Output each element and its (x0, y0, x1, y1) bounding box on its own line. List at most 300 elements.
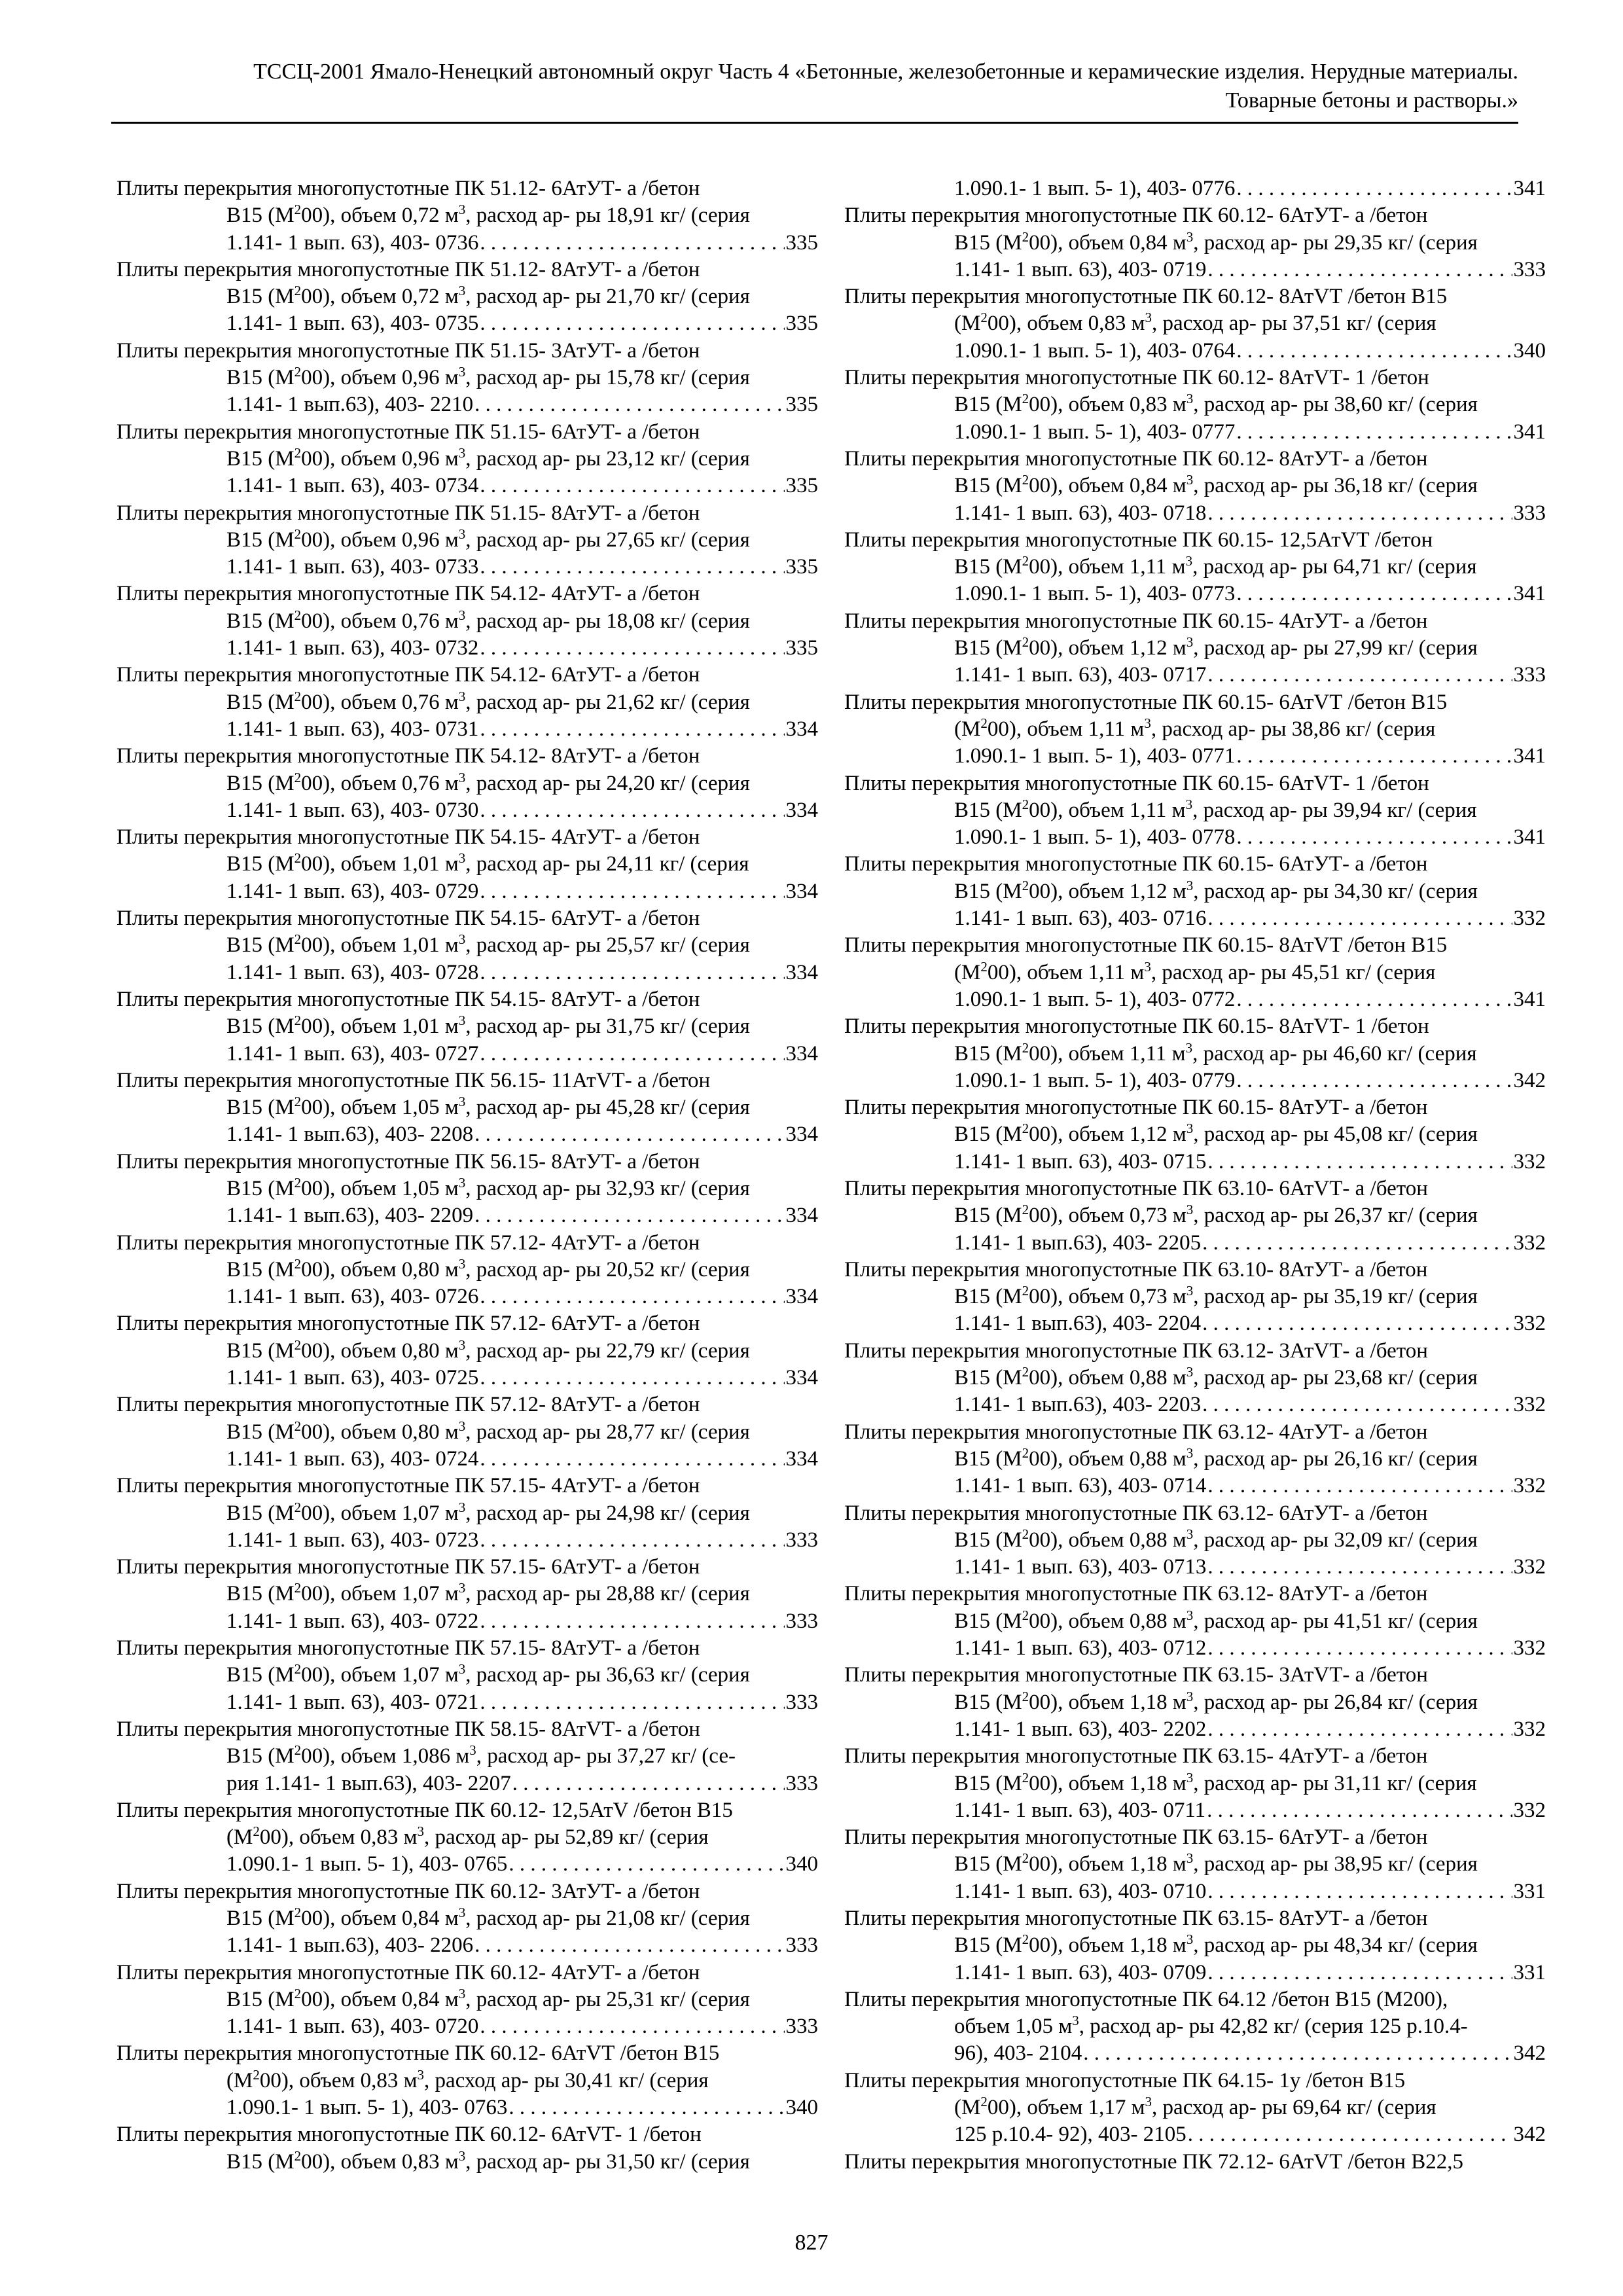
entry-page-number: 333 (1513, 663, 1546, 687)
entry-page-number: 333 (785, 1771, 818, 1795)
entry-reference-line (844, 581, 1546, 607)
entry-title: Плиты перекрытия многопустотные ПК 51.15- 3АтУТ- а /бетон (116, 338, 700, 363)
entry-description: $(М^200)$, объем 1,17 $м^3$, расход ар- ры 69,64 кг/ (серия (954, 2094, 1436, 2120)
entry-reference-line (844, 1149, 1546, 1175)
entry-description: В15 $(М^200)$, объем 0,72 $м^3$, расход ар- ры 21,70 кг/ (серия (226, 283, 750, 309)
entry-reference: 1.090.1- 1 вып. 5- 1), 403- 0779 (954, 1068, 1236, 1092)
dot-leader (508, 1851, 784, 1878)
entry-description: В15 $(М^200)$, объем 0,80 $м^3$, расход ар- ры 22,79 кг/ (серия (226, 1336, 750, 1363)
index-entry (116, 1960, 818, 2041)
entry-reference-line (844, 419, 1546, 446)
index-entry (116, 1230, 818, 1311)
entry-description: $(М^200)$, объем 1,11 $м^3$, расход ар- ры 38,86 кг/ (серия (954, 715, 1436, 741)
entry-description: В15 $(М^200)$, объем 0,96 $м^3$, расход ар- ры 15,78 кг/ (серия (226, 364, 750, 390)
index-entry (116, 2121, 818, 2176)
entry-description: В15 $(М^200)$, объем 1,07 $м^3$, расход ар- ры 28,88 кг/ (серия (226, 1580, 750, 1606)
entry-page-number: 331 (1513, 1960, 1546, 1984)
entry-description: $(М^200)$, объем 0,83 $м^3$, расход ар- ры 37,51 кг/ (серия (954, 310, 1436, 336)
entry-description: В15 $(М^200)$, объем 1,05 $м^3$, расход ар- ры 45,28 кг/ (серия (226, 1094, 750, 1120)
dot-leader (1188, 2121, 1512, 2148)
entry-title: Плиты перекрытия многопустотные ПК 60.12- 3АтУТ- а /бетон (116, 1879, 700, 1903)
entry-reference-line (116, 391, 818, 418)
dot-leader (1236, 175, 1512, 202)
entry-description: В15 $(М^200)$, объем 0,88 $м^3$, расход ар- ры 41,51 кг/ (серия (954, 1607, 1478, 1633)
index-entry (844, 1338, 1546, 1419)
dot-leader (474, 1932, 784, 1959)
dot-leader (480, 1283, 784, 1310)
dot-leader (480, 1041, 784, 1067)
entry-reference-line (116, 2013, 818, 2040)
entry-reference: 1.141- 1 вып.63), 403- 2205 (954, 1230, 1202, 1255)
dot-leader (1207, 1960, 1512, 1986)
index-entry (844, 1581, 1546, 1662)
entry-description: В15 $(М^200)$, объем 1,01 $м^3$, расход ар- ры 25,57 кг/ (серия (226, 931, 750, 958)
entry-reference: 1.141- 1 вып. 63), 403- 0725 (226, 1366, 479, 1390)
entry-description: В15 $(М^200)$, объем 0,84 $м^3$, расход ар- ры 25,31 кг/ (серия (226, 1985, 750, 2011)
entry-page-number: 332 (1513, 1393, 1546, 1417)
dot-leader (1236, 743, 1512, 770)
entry-title: Плиты перекрытия многопустотные ПК 51.12- 8АтУТ- а /бетон (116, 257, 700, 281)
entry-title: Плиты перекрытия многопустотные ПК 57.12- 8АтУТ- а /бетон (116, 1393, 700, 1417)
entry-reference-line (116, 473, 818, 499)
index-entry (116, 824, 818, 905)
entry-description: В15 $(М^200)$, объем 1,01 $м^3$, расход ар- ры 24,11 кг/ (серия (226, 850, 749, 876)
index-entry (844, 1986, 1546, 2068)
index-entry (844, 932, 1546, 1013)
entry-page-number: 332 (1513, 1555, 1546, 1579)
entry-title: Плиты перекрытия многопустотные ПК 51.15- 6АтУТ- а /бетон (116, 420, 700, 444)
entry-description: В15 $(М^200)$, объем 1,07 $м^3$, расход ар- ры 24,98 кг/ (серия (226, 1499, 750, 1525)
entry-page-number: 332 (1513, 1474, 1546, 1498)
entry-reference: 1.141- 1 вып. 63), 403- 0713 (954, 1555, 1207, 1579)
entry-page-number: 341 (1513, 744, 1546, 768)
entry-title: Плиты перекрытия многопустотные ПК 54.15- 8АтУТ- а /бетон (116, 987, 700, 1011)
entry-page-number: 340 (785, 2096, 818, 2120)
entry-title: Плиты перекрытия многопустотные ПК 60.12- 6АтУТ- а /бетон (844, 204, 1428, 228)
entry-reference: 1.141- 1 вып. 63), 403- 0727 (226, 1041, 479, 1066)
entry-page-number: 334 (785, 1041, 818, 1066)
entry-description: В15 $(М^200)$, объем 1,12 $м^3$, расход ар- ры 27,99 кг/ (серия (954, 634, 1478, 660)
index-entry (116, 743, 818, 824)
entry-reference: рия 1.141- 1 вып.63), 403- 2207 (226, 1771, 511, 1795)
entry-description: В15 $(М^200)$, объем 1,086 $м^3$, расход ар- ры 37,27 кг/ (се- (226, 1742, 736, 1768)
entry-page-number: 333 (785, 2015, 818, 2039)
dot-leader (480, 1527, 784, 1554)
entry-reference: 1.141- 1 вып. 63), 403- 0724 (226, 1446, 479, 1471)
entry-description: В15 $(М^200)$, объем 1,18 $м^3$, расход ар- ры 48,34 кг/ (серия (954, 1931, 1478, 1958)
entry-reference-line (844, 1473, 1546, 1499)
entry-reference: 1.141- 1 вып. 63), 403- 0720 (226, 2015, 479, 2039)
entry-reference-line (844, 986, 1546, 1013)
index-entry (844, 1662, 1546, 1743)
index-entry (844, 1175, 1546, 1257)
entry-title: Плиты перекрытия многопустотные ПК 60.15- 6АтVТ /бетон В15 (844, 690, 1448, 714)
entry-reference: 1.141- 1 вып.63), 403- 2203 (954, 1393, 1202, 1417)
entry-title: Плиты перекрытия многопустотные ПК 60.12- 4АтУТ- а /бетон (116, 1960, 700, 1984)
entry-page-number: 334 (785, 1366, 818, 1390)
entry-reference-line (844, 2121, 1546, 2148)
entry-reference: 1.141- 1 вып. 63), 403- 0712 (954, 1636, 1207, 1660)
entry-title: Плиты перекрытия многопустотные ПК 56.15- 11АтVТ- а /бетон (116, 1068, 711, 1092)
entry-description: В15 $(М^200)$, объем 0,84 $м^3$, расход ар- ры 36,18 кг/ (серия (954, 472, 1478, 498)
entry-reference-line (116, 1851, 818, 1878)
entry-reference: 1.090.1- 1 вып. 5- 1), 403- 0778 (954, 825, 1236, 850)
entry-title: Плиты перекрытия многопустотные ПК 56.15- 8АтУТ- а /бетон (116, 1149, 700, 1174)
dot-leader (1207, 1797, 1512, 1824)
entry-reference: 1.141- 1 вып. 63), 403- 0710 (954, 1879, 1207, 1903)
index-entry (844, 365, 1546, 446)
entry-description: В15 $(М^200)$, объем 0,76 $м^3$, расход ар- ры 18,08 кг/ (серия (226, 607, 750, 633)
entry-reference-line (116, 554, 818, 581)
entry-description: В15 $(М^200)$, объем 0,88 $м^3$, расход ар- ры 26,16 кг/ (серия (954, 1444, 1478, 1471)
entry-reference: 1.141- 1 вып. 63), 403- 0733 (226, 555, 479, 579)
entry-reference: 1.141- 1 вып. 63), 403- 0711 (954, 1798, 1206, 1822)
entry-description: В15 $(М^200)$, объем 0,88 $м^3$, расход ар- ры 23,68 кг/ (серия (954, 1364, 1478, 1390)
entry-reference-line (116, 1770, 818, 1797)
entry-title: Плиты перекрытия многопустотные ПК 51.15- 8АтУТ- а /бетон (116, 501, 700, 525)
entry-description: В15 $(М^200)$, объем 1,18 $м^3$, расход ар- ры 26,84 кг/ (серия (954, 1688, 1478, 1714)
entry-reference-line (844, 338, 1546, 365)
header-divider (111, 122, 1518, 124)
entry-title: Плиты перекрытия многопустотные ПК 54.15- 4АтУТ- а /бетон (116, 825, 700, 850)
dot-leader (1207, 257, 1512, 283)
dot-leader (1202, 1230, 1512, 1257)
dot-leader (474, 391, 784, 418)
entry-reference-line (844, 1960, 1546, 1986)
entry-page-number: 332 (1513, 1230, 1546, 1255)
dot-leader (1202, 1391, 1512, 1418)
entry-reference: 1.141- 1 вып. 63), 403- 0709 (954, 1960, 1207, 1984)
entry-reference: 1.141- 1 вып.63), 403- 2206 (226, 1933, 474, 1958)
entry-reference-line (116, 1527, 818, 1554)
entry-reference: 1.141- 1 вып. 63), 403- 0735 (226, 312, 479, 336)
entry-reference: 1.141- 1 вып.63), 403- 2208 (226, 1122, 474, 1147)
entry-reference-line (116, 878, 818, 905)
entry-reference: 1.141- 1 вып.63), 403- 2209 (226, 1204, 474, 1228)
index-entry (844, 1500, 1546, 1581)
entry-page-number: 334 (785, 717, 818, 741)
entry-description: В15 $(М^200)$, объем 1,11 $м^3$, расход ар- ры 64,71 кг/ (серия (954, 553, 1477, 579)
entry-reference-line (116, 1932, 818, 1959)
entry-description: В15 $(М^200)$, объем 0,84 $м^3$, расход ар- ры 29,35 кг/ (серия (954, 228, 1478, 255)
index-entry (116, 1067, 818, 1149)
entry-reference: 1.141- 1 вып. 63), 403- 0719 (954, 257, 1207, 281)
entry-title: Плиты перекрытия многопустотные ПК 63.12- 8АтУТ- а /бетон (844, 1582, 1428, 1606)
dot-leader (1207, 1878, 1512, 1905)
entry-description: В15 $(М^200)$, объем 1,18 $м^3$, расход ар- ры 31,11 кг/ (серия (954, 1769, 1477, 1795)
index-entry (116, 986, 818, 1067)
entry-page-number: 332 (1513, 1149, 1546, 1174)
entry-reference: 1.090.1- 1 вып. 5- 1), 403- 0764 (954, 338, 1236, 363)
entry-page-number: 333 (1513, 257, 1546, 281)
entry-page-number: 334 (785, 1122, 818, 1147)
entry-title: Плиты перекрытия многопустотные ПК 60.12- 6АтVТ- 1 /бетон (116, 2123, 702, 2147)
entry-title: Плиты перекрытия многопустотные ПК 57.12- 4АтУТ- а /бетон (116, 1230, 700, 1255)
entry-title: Плиты перекрытия многопустотные ПК 63.10- 8АтУТ- а /бетон (844, 1257, 1428, 1282)
entry-description: В15 $(М^200)$, объем 0,80 $м^3$, расход ар- ры 20,52 кг/ (серия (226, 1255, 750, 1282)
entry-description: В15 $(М^200)$, объем 0,73 $м^3$, расход ар- ры 26,37 кг/ (серия (954, 1202, 1478, 1228)
index-entry (844, 1094, 1546, 1175)
entry-page-number: 333 (785, 1528, 818, 1552)
index-entry (844, 446, 1546, 527)
entry-page-number: 332 (1513, 906, 1546, 931)
entry-reference-line (844, 1554, 1546, 1581)
entry-page-number: 342 (1513, 1068, 1546, 1092)
page-number: 827 (794, 2231, 829, 2255)
entry-reference-line (844, 905, 1546, 932)
entry-page-number: 342 (1513, 2123, 1546, 2147)
entry-title: Плиты перекрытия многопустотные ПК 63.15- 6АтУТ- а /бетон (844, 1825, 1428, 1850)
entry-reference-line (116, 1041, 818, 1067)
entry-reference: 1.141- 1 вып. 63), 403- 0723 (226, 1528, 479, 1552)
entry-page-number: 341 (1513, 987, 1546, 1011)
entry-reference-line (116, 1283, 818, 1310)
entry-reference: 1.141- 1 вып. 63), 403- 0722 (226, 1609, 479, 1633)
entry-title: Плиты перекрытия многопустотные ПК 63.12- 6АтУТ- а /бетон (844, 1501, 1428, 1525)
entry-page-number: 340 (1513, 338, 1546, 363)
entry-title: Плиты перекрытия многопустотные ПК 57.15- 4АтУТ- а /бетон (116, 1474, 700, 1498)
dot-leader (512, 1770, 785, 1797)
dot-leader (480, 1446, 784, 1473)
entry-reference: 1.141- 1 вып.63), 403- 2204 (954, 1312, 1202, 1336)
entry-title: Плиты перекрытия многопустотные ПК 60.15- 6АтУТ- а /бетон (844, 852, 1428, 876)
index-entry (844, 1257, 1546, 1338)
entry-title: Плиты перекрытия многопустотные ПК 64.12 /бетон В15 (М200), (844, 1987, 1448, 2011)
entry-reference: 1.141- 1 вып. 63), 403- 0736 (226, 230, 479, 255)
index-entry (844, 608, 1546, 689)
dot-leader (480, 960, 784, 986)
index-entry (844, 851, 1546, 932)
entry-title: Плиты перекрытия многопустотные ПК 57.15- 8АтУТ- а /бетон (116, 1636, 700, 1660)
entry-reference: 1.141- 1 вып. 63), 403- 0718 (954, 501, 1207, 525)
entry-page-number: 335 (785, 393, 818, 417)
entry-title: Плиты перекрытия многопустотные ПК 63.15- 4АтУТ- а /бетон (844, 1744, 1428, 1768)
dot-leader (480, 1689, 784, 1716)
entry-page-number: 341 (1513, 825, 1546, 850)
entry-title: Плиты перекрытия многопустотные ПК 63.15- 3АтVТ- а /бетон (844, 1663, 1428, 1687)
dot-leader (480, 1365, 784, 1391)
entry-reference-line (844, 1391, 1546, 1418)
entry-description: В15 $(М^200)$, объем 1,07 $м^3$, расход ар- ры 36,63 кг/ (серия (226, 1661, 750, 1687)
index-entry (116, 419, 818, 500)
entry-page-number: 331 (1513, 1879, 1546, 1903)
dot-leader (1202, 1310, 1512, 1337)
entry-title: Плиты перекрытия многопустотные ПК 60.15- 6АтVТ- 1 /бетон (844, 771, 1429, 795)
dot-leader (480, 1608, 784, 1635)
index-entry (116, 1473, 818, 1554)
entry-page-number: 334 (785, 1446, 818, 1471)
index-entry (116, 1716, 818, 1797)
dot-leader (480, 797, 784, 824)
entry-reference-line (844, 1310, 1546, 1337)
index-entry (116, 1310, 818, 1391)
entry-page-number: 333 (1513, 501, 1546, 525)
index-entry (844, 1013, 1546, 1094)
entry-description: В15 $(М^200)$, объем 1,01 $м^3$, расход ар- ры 31,75 кг/ (серия (226, 1013, 750, 1039)
entry-description: В15 $(М^200)$, объем 0,72 $м^3$, расход ар- ры 18,91 кг/ (серия (226, 202, 750, 228)
index-entry (844, 527, 1546, 608)
entry-page-number: 341 (1513, 582, 1546, 606)
entry-page-number: 342 (1513, 2041, 1546, 2066)
index-entry (844, 770, 1546, 852)
index-entry (844, 2149, 1546, 2176)
index-entry (116, 1797, 818, 1878)
entry-reference-line (844, 824, 1546, 851)
entry-reference: 1.090.1- 1 вып. 5- 1), 403- 0772 (954, 987, 1236, 1011)
index-entry (116, 662, 818, 743)
entry-title: Плиты перекрытия многопустотные ПК 60.15- 8АтVТ- 1 /бетон (844, 1014, 1429, 1039)
entry-reference: 1.141- 1 вып. 63), 403- 0714 (954, 1474, 1207, 1498)
index-column-right (844, 175, 1546, 2176)
dot-leader (1083, 2040, 1512, 2067)
entry-title: Плиты перекрытия многопустотные ПК 54.12- 6АтУТ- а /бетон (116, 663, 700, 687)
dot-leader (1207, 1149, 1512, 1175)
entry-reference-line (844, 2040, 1546, 2067)
entry-reference-line (116, 1608, 818, 1635)
dot-leader (1207, 1716, 1512, 1743)
entry-title: Плиты перекрытия многопустотные ПК 60.15- 12,5АтVТ /бетон (844, 528, 1433, 552)
entry-description: В15 $(М^200)$, объем 1,12 $м^3$, расход ар- ры 45,08 кг/ (серия (954, 1121, 1478, 1147)
dot-leader (480, 2013, 784, 2040)
entry-reference: 1.090.1- 1 вып. 5- 1), 403- 0777 (954, 420, 1236, 444)
entry-page-number: 332 (1513, 1717, 1546, 1741)
dot-leader (480, 878, 784, 905)
entry-reference-line (116, 310, 818, 337)
entry-page-number: 335 (785, 230, 818, 255)
entry-reference: 125 р.10.4- 92), 403- 2105 (954, 2123, 1186, 2147)
running-header (111, 58, 1518, 115)
entry-reference-line (116, 2094, 818, 2121)
entry-description: В15 $(М^200)$, объем 0,83 $м^3$, расход ар- ры 31,50 кг/ (серия (226, 2147, 750, 2174)
entry-page-number: 341 (1513, 420, 1546, 444)
entry-title: Плиты перекрытия многопустотные ПК 60.15- 4АтУТ- а /бетон (844, 609, 1428, 633)
entry-reference-line (844, 175, 1546, 202)
entry-title: Плиты перекрытия многопустотные ПК 63.15- 8АтУТ- а /бетон (844, 1907, 1428, 1930)
entry-description: В15 $(М^200)$, объем 0,88 $м^3$, расход ар- ры 32,09 кг/ (серия (954, 1526, 1478, 1552)
entry-title: Плиты перекрытия многопустотные ПК 54.12- 4АтУТ- а /бетон (116, 582, 700, 606)
entry-description: В15 $(М^200)$, объем 0,83 $м^3$, расход ар- ры 38,60 кг/ (серия (954, 391, 1478, 417)
index-entry (116, 1878, 818, 1960)
entry-title: Плиты перекрытия многопустотные ПК 64.15- 1у /бетон В15 (844, 2068, 1406, 2092)
index-entry (116, 1554, 818, 1635)
entry-description: $(М^200)$, объем 0,83 $м^3$, расход ар- ры 30,41 кг/ (серия (226, 2066, 709, 2092)
entry-reference: 1.141- 1 вып. 63), 403- 2202 (954, 1717, 1207, 1741)
entry-reference: 1.090.1- 1 вып. 5- 1), 403- 0771 (954, 744, 1236, 768)
index-entry (116, 257, 818, 338)
entry-title: Плиты перекрытия многопустотные ПК 60.15- 8АтУТ- а /бетон (844, 1096, 1428, 1120)
dot-leader (480, 716, 784, 743)
entry-reference-line (116, 716, 818, 743)
dot-leader (1207, 662, 1512, 689)
entry-reference-line (116, 1365, 818, 1391)
entry-reference: 1.090.1- 1 вып. 5- 1), 403- 0776 (954, 177, 1236, 200)
dot-leader (508, 2094, 784, 2121)
entry-page-number: 335 (785, 636, 818, 660)
index-entry (844, 1905, 1546, 1986)
entry-page-number: 333 (785, 1933, 818, 1958)
entry-reference-line (844, 1797, 1546, 1824)
entry-reference-line (116, 1202, 818, 1229)
index-entry (844, 1743, 1546, 1824)
entry-description: В15 $(М^200)$, объем 1,11 $м^3$, расход ар- ры 39,94 кг/ (серия (954, 796, 1477, 822)
index-column-left (116, 175, 818, 2176)
entry-reference-line (116, 797, 818, 824)
entry-description: В15 $(М^200)$, объем 0,73 $м^3$, расход ар- ры 35,19 кг/ (серия (954, 1283, 1478, 1309)
entry-reference-line (844, 1878, 1546, 1905)
entry-page-number: 335 (785, 474, 818, 498)
index-entry (844, 283, 1546, 365)
entry-description: В15 $(М^200)$, объем 0,96 $м^3$, расход ар- ры 23,12 кг/ (серия (226, 444, 750, 471)
entry-reference-line (844, 257, 1546, 283)
entry-reference-line (844, 1230, 1546, 1257)
index-entry (116, 581, 818, 662)
entry-page-number: 332 (1513, 1312, 1546, 1336)
dot-leader (480, 554, 784, 581)
entry-reference: 1.090.1- 1 вып. 5- 1), 403- 0765 (226, 1852, 508, 1876)
index-entry (844, 175, 1546, 202)
index-entry (116, 2040, 818, 2121)
header-title: ТССЦ-2001 Ямало-Ненецкий автономный округ Часть 4 «Бетонные, железобетонные и керамические изделия. Нерудные материалы. (253, 60, 1518, 84)
entry-title: Плиты перекрытия многопустотные ПК 60.12- 8АтVТ /бетон В15 (844, 285, 1448, 309)
entry-title: Плиты перекрытия многопустотные ПК 51.12- 6АтУТ- а /бетон (116, 177, 700, 200)
header-subtitle: Товарные бетоны и растворы.» (1225, 88, 1518, 113)
entry-reference: 1.141- 1 вып. 63), 403- 0729 (226, 879, 479, 903)
entry-description: $(М^200)$, объем 1,11 $м^3$, расход ар- ры 45,51 кг/ (серия (954, 958, 1436, 984)
dot-leader (1207, 1473, 1512, 1499)
entry-description: В15 $(М^200)$, объем 1,12 $м^3$, расход ар- ры 34,30 кг/ (серия (954, 877, 1478, 903)
entry-page-number: 333 (785, 1609, 818, 1633)
entry-description: В15 $(М^200)$, объем 0,84 $м^3$, расход ар- ры 21,08 кг/ (серия (226, 1905, 750, 1930)
entry-page-number: 335 (785, 555, 818, 579)
entry-reference-line (844, 743, 1546, 770)
entry-title: Плиты перекрытия многопустотные ПК 63.12- 3АтVТ- а /бетон (844, 1338, 1428, 1363)
entry-page-number: 332 (1513, 1798, 1546, 1822)
dot-leader (1207, 1554, 1512, 1581)
entry-reference-line (116, 1446, 818, 1473)
dot-leader (1236, 338, 1512, 365)
entry-reference-line (116, 635, 818, 662)
entry-page-number: 334 (785, 879, 818, 903)
entry-reference: 1.141- 1 вып. 63), 403- 0732 (226, 636, 479, 660)
entry-reference: 1.141- 1 вып. 63), 403- 0731 (226, 717, 479, 741)
dot-leader (480, 473, 784, 499)
entry-page-number: 334 (785, 1285, 818, 1309)
entry-page-number: 334 (785, 1204, 818, 1228)
entry-page-number: 334 (785, 798, 818, 822)
entry-reference-line (116, 1121, 818, 1148)
entry-description: объем 1,05 $м^3$, расход ар- ры 42,82 кг/ (серия 125 р.10.4- (954, 2013, 1468, 2039)
entry-title: Плиты перекрытия многопустотные ПК 58.15- 8АтVТ- а /бетон (116, 1717, 700, 1741)
entry-title: Плиты перекрытия многопустотные ПК 60.12- 12,5АтV /бетон В15 (116, 1798, 733, 1822)
entry-reference: 1.141- 1 вып. 63), 403- 0717 (954, 663, 1207, 687)
index-entry (844, 689, 1546, 770)
entry-reference-line (844, 662, 1546, 689)
index-entry (116, 1149, 818, 1230)
dot-leader (1236, 419, 1512, 446)
dot-leader (474, 1202, 784, 1229)
entry-title: Плиты перекрытия многопустотные ПК 63.12- 4АтУТ- а /бетон (844, 1420, 1428, 1444)
entry-reference-line (844, 1635, 1546, 1662)
entry-reference: 96), 403- 2104 (954, 2041, 1082, 2066)
entry-description: В15 $(М^200)$, объем 1,11 $м^3$, расход ар- ры 46,60 кг/ (серия (954, 1039, 1477, 1066)
dot-leader (1236, 1067, 1512, 1094)
index-entry (844, 202, 1546, 283)
index-entry (116, 175, 818, 257)
index-entry (116, 338, 818, 419)
entry-reference: 1.141- 1 вып. 63), 403- 0730 (226, 798, 479, 822)
entry-reference: 1.141- 1 вып. 63), 403- 0734 (226, 474, 479, 498)
entry-description: В15 $(М^200)$, объем 1,18 $м^3$, расход ар- ры 38,95 кг/ (серия (954, 1850, 1478, 1876)
